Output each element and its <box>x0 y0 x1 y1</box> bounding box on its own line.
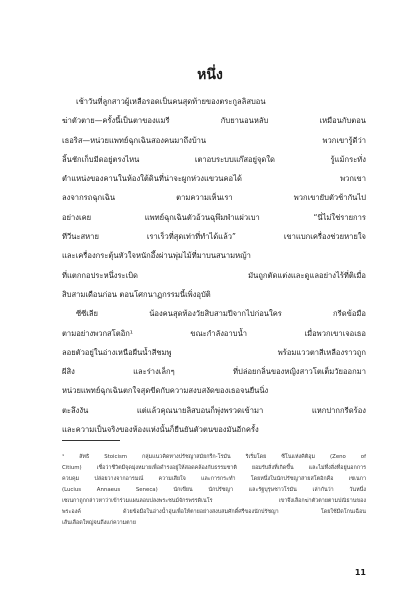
text-line: สิบสามเดือนก่อน ตอนโศกนาฏกรรมนี้เพิ่งอุบัติ <box>62 289 211 299</box>
text-line: ลิ้นชักเก็บมีดอยู่ตรงไหน เตาอบระบบแก๊สอยู่จุดใด รู้แม้กระทั่ง <box>62 154 366 164</box>
text-line: ผีสิง และร่างเล็กๆ ที่ปล่อยกลิ่นของหญิงสาวโตเต็มวัยออกมา <box>62 367 366 377</box>
text-line: และเครื่องกระตุ้นหัวใจหนักอึ้งผ่านพุ่มไม้ที่มาบนสนามหญ้า <box>62 251 251 261</box>
text-line: เธอริส—หน่วยแพทย์ฉุกเฉินสองคนมาถึงบ้าน พวกเขารู้ดีว่า <box>62 135 366 145</box>
text-line: อย่างเคย แพทย์ฉุกเฉินตัวอ้วนฉุพึมพำแผ่วเบา “นี่ไม่ใช่รายการ <box>62 212 366 222</box>
text-line: ฆ่าตัวตาย—ครั้งนี้เป็นตาของแมรี กับยานอนหลับ เหมือนกับตอน <box>62 116 366 126</box>
text-line: ทีวีนะสหาย เราเร็วที่สุดเท่าที่ทำได้แล้ว” เขาแบกเครื่องช่วยหายใจ <box>62 232 366 242</box>
chapter-title: หนึ่ง <box>197 67 223 83</box>
paragraph-1 <box>62 92 366 304</box>
paragraph-2 <box>62 304 366 439</box>
text-line: ตำแหน่งของคานในห้องใต้ดินที่น่าจะผูกห่วงแขวนคอได้ พวกเขา <box>62 174 366 184</box>
text-line: ลงจากรถฉุกเฉิน ตามความเห็นเรา พวกเขายับตัวช้ากันไป <box>62 193 366 203</box>
footnote-line: พระองค์ ด้วยข้อมือในอ่างน้ำอุ่นเพื่อให้ตายอย่างสงบสมศักดิ์ศรีของนักปรัชญา โดยใช้มีดโกนเฉือน <box>62 509 366 515</box>
footnote-line: (Lucius Annaeus Seneca) นักเขียน นักปรัชญา และรัฐบุรุษชาวโรมัน เล่ากันว่า วันหนึ่ง <box>62 487 366 493</box>
body-text <box>62 92 366 439</box>
footnote-line: Citium) เชื่อว่าชีวิตมีจุดมุ่งหมายเพื่อดำรงอยู่ให้สอดคล้องกับธรรมชาติ ยอมรับสิ่งที่เกิดขึ้น และไม่ทึ่งสิ่งที่อยู่นอกการ <box>62 465 366 471</box>
text-line: หน่วยแพทย์ฉุกเฉินตกใจสุดขีดกับความสงบสงัดของเธอจนยืนนิ่ง <box>62 386 269 396</box>
footnote-line: ควบคุม ปล่อยวางจากอารมณ์ ความเสียใจ และการกระทำ โดยหนึ่งในนักปรัชญาสายสโตอิกคือ เซเนกา <box>62 476 366 482</box>
page-number: 11 <box>354 568 366 577</box>
text-line: ตะลึงงัน แต่แล้วคุณนายลิสบอนก็พุ่งพรวดเข้ามา แหกปากกรีดร้อง <box>62 405 366 415</box>
text-line: เช้าวันที่ลูกสาวผู้เหลือรอดเป็นคนสุดท้ายของตระกูลลิสบอน <box>76 97 266 106</box>
text-line: และความเป็นจริงของห้องแห่งนั้นก็ยืนยันตัวตนของมันอีกครั้ง <box>62 425 259 435</box>
footnote-line: เซเนกาถูกกล่าวหาว่าเข้าร่วมแผนลอบปลงพระชนม์จักรพรรดิเนโร เขาจึงเลือกฆ่าตัวตายตามปณิธานของ <box>62 498 366 504</box>
text-line: ลอยตัวอยู่ในอ่างเหนือผืนน้ำสีชมพู พร้อมแววตาสีเหลืองราวถูก <box>62 347 366 357</box>
text-line: ที่แตกกอประหนึ่งระเบิด มันถูกตัดแต่งและดูแลอย่างไร้ที่ติเมื่อ <box>62 270 366 280</box>
text-line: ซีซีเลีย น้องคนสุดท้องวัยสิบสามปีจากไปก่อนใคร กรีดข้อมือ <box>76 309 366 319</box>
footnote <box>62 452 366 529</box>
footnote-line: เส้นเลือดใหญ่จนถึงแก่ความตาย <box>62 520 136 526</box>
footnote-divider <box>62 440 120 441</box>
text-line: ตามอย่างพวกสโตอิก¹ ขณะกำลังอาบน้ำ เมื่อพวกเขาเจอเธอ <box>62 328 366 338</box>
footnote-line: ¹ ลัทธิ Stoicism กลุ่มแนวคิดทางปรัชญาสมัยกรีก-โรมัน ริเริ่มโดย ซีโนแห่งคิติอุม (Zeno of <box>62 454 366 460</box>
